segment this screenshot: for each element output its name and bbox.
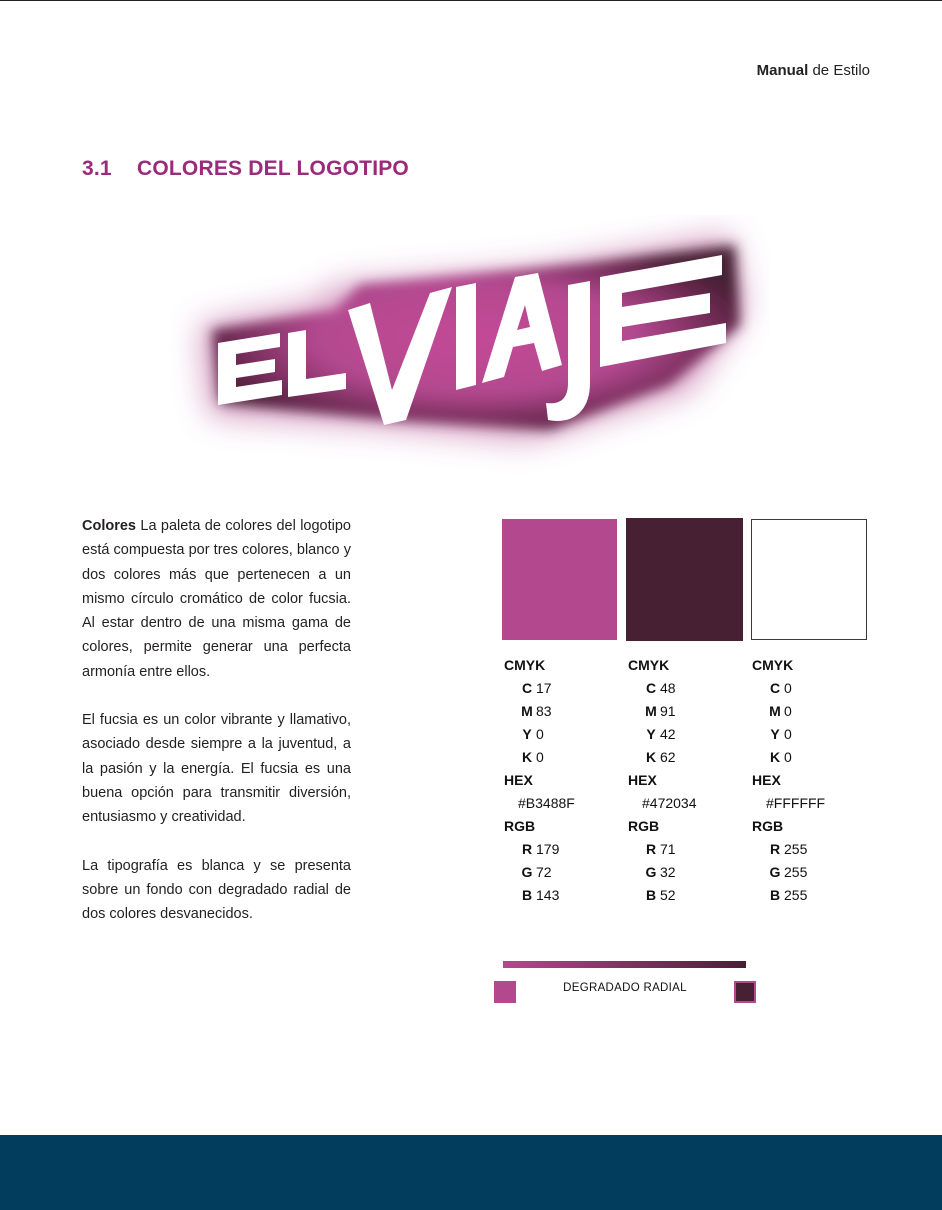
rgb-label: RGB [628,818,660,834]
rgb-label: RGB [504,818,536,834]
hex-label: HEX [628,772,657,788]
swatch-burgundy [626,518,743,641]
hex-label: HEX [752,772,781,788]
top-rule [0,0,942,1]
gradient-label: DEGRADADO RADIAL [563,982,687,994]
cmyk-c: C 17 [521,680,552,696]
cmyk-label: CMYK [752,657,794,673]
paragraph-1-text: La paleta de colores del logotipo está compuesta por tres colores, blanco y dos colores más que pertenecen a un mismo círculo cromático de color fucsia. Al estar dentro de una misma gama de colores, permite generar una perfecta armonía entre ellos. [82,518,351,680]
rgb-r: R 71 [645,841,676,857]
header-rest: de Estilo [808,62,870,79]
gradient-start-swatch [494,981,516,1003]
cmyk-m: M 0 [769,703,792,719]
rgb-r: R 179 [521,841,560,857]
cmyk-m: M 91 [645,703,676,719]
cmyk-k: K 0 [521,749,544,765]
cmyk-y: Y 0 [522,726,544,742]
swatch-white [751,519,867,640]
rgb-r: R 255 [769,841,808,857]
gradient-bar [503,961,746,968]
logo [170,215,770,475]
cmyk-k: K 62 [645,749,676,765]
cmyk-label: CMYK [504,657,546,673]
section-title: COLORES DEL LOGOTIPO [137,157,409,180]
cmyk-k: K 0 [769,749,792,765]
document-header [757,62,870,79]
cmyk-label: CMYK [628,657,670,673]
rgb-g: G 32 [645,864,676,880]
description [82,514,351,950]
paragraph-2: El fucsia es un color vibrante y llamativo, asociado desde siempre a la juventud, a la pasión y la energía. El fucsia es una buena opción para transmitir diversión, entusiasmo y creatividad. [82,712,351,826]
paragraph-1 [82,514,351,684]
rgb-label: RGB [752,818,784,834]
section-number: 3.1 [82,157,112,180]
cmyk-y: Y 0 [770,726,792,742]
paragraph-3: La tipografía es blanca y se presenta sobre un fondo con degradado radial de dos colores desvanecidos. [82,857,351,923]
gradient-end-swatch [734,981,756,1003]
cmyk-c: C 48 [645,680,676,696]
section-heading [82,157,409,181]
color-spec-white [752,654,872,907]
hex-value: #FFFFFF [766,795,826,811]
rgb-g: G 72 [521,864,552,880]
rgb-g: G 255 [769,864,808,880]
rgb-b: B 52 [645,887,676,903]
color-spec-burgundy [628,654,748,907]
cmyk-c: C 0 [769,680,792,696]
header-manual: Manual [756,62,809,79]
footer-band [0,1135,942,1210]
cmyk-m: M 83 [521,703,552,719]
logo-image [170,215,770,475]
color-spec-fuchsia [504,654,624,907]
swatch-fuchsia [502,519,617,640]
hex-value: #B3488F [518,795,575,811]
cmyk-y: Y 42 [646,726,676,742]
hex-value: #472034 [642,795,697,811]
hex-label: HEX [504,772,533,788]
rgb-b: B 143 [521,887,560,903]
rgb-b: B 255 [769,887,808,903]
lead-word: Colores [82,518,136,534]
